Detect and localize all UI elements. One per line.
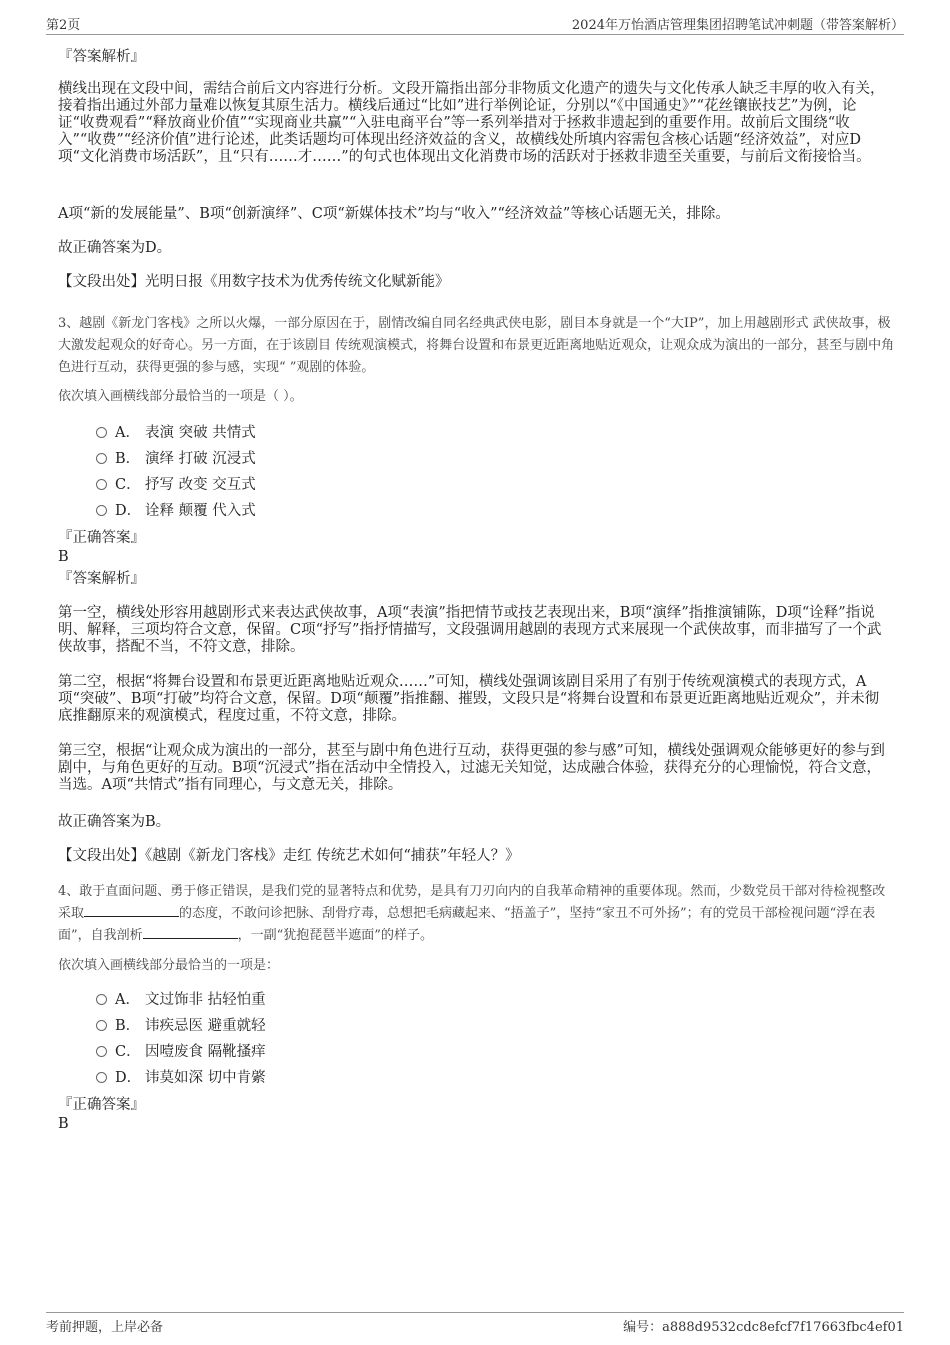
radio-icon[interactable] — [96, 994, 107, 1005]
question-stem: 3、越剧《新龙门客栈》之所以火爆，一部分原因在于，剧情改编自同名经典武侠电影，剧目本身就是一个“大IP”，加上用越剧形式 武侠故事，极大激发起观众的好奇心。另一方面，在于该剧目 传统观演模式，将舞台设置和布景更近距离地贴近观众，让观众成为演出的一部分，甚至与剧中角色进行互动，获得更强的参与感，实现“ ”观剧的体验。 — [58, 316, 895, 375]
question-prompt: 依次填入画横线部分最恰当的一项是： — [58, 958, 280, 973]
analysis-paragraph: 第二空，根据“将舞台设置和布景更近距离地贴近观众……”可知，横线处强调该剧目采用了有别于传统观演模式的表现方式，A项“突破”、B项“打破”均符合文意，保留。D项“颠覆”指推翻、摧毁，文段只是“将舞台设置和布景更近距离地贴近观众”，并未彻底推翻原来的观演模式，程度过重，不符文意，排除。 — [58, 674, 880, 724]
source-citation: 【文段出处】光明日报《用数字技术为优秀传统文化赋新能》 — [58, 274, 450, 290]
question-stem: 4、敢于直面问题、勇于修正错误，是我们党的显著特点和优势，是具有刀刃向内的自我革命精神的重要体现。然而，少数党员干部对待检视整改采取 的态度，不敢问诊把脉、刮骨疗毒，总想把毛病藏起来、“捂盖子”，坚持“家丑不可外扬”；有的党员干部检视问题“浮在表面”，自我剖析 ，一副“犹抱琵琶半遮面”的样子。 — [58, 884, 886, 943]
option-d[interactable]: D． 讳莫如深 切中肯綮 — [96, 1068, 266, 1088]
analysis-label: 『答案解析』 — [58, 571, 145, 587]
correct-answer-label: 『正确答案』 — [58, 1097, 145, 1113]
correct-answer-label: 『正确答案』 — [58, 530, 145, 546]
blank-2 — [143, 926, 238, 939]
page-header — [46, 14, 904, 35]
analysis-label: 『答案解析』 — [58, 49, 145, 65]
option-c[interactable]: C． 因噎废食 隔靴搔痒 — [96, 1042, 266, 1062]
option-d[interactable]: D． 诠释 颠覆 代入式 — [96, 501, 256, 521]
answer-conclusion: 故正确答案为D。 — [58, 240, 172, 256]
answer-conclusion: 故正确答案为B。 — [58, 814, 171, 830]
analysis-paragraph: 第一空，横线处形容用越剧形式来表达武侠故事，A项“表演”指把情节或技艺表现出来，B项“演绎”指推演铺陈，D项“诠释”指说明、解释，三项均符合文意，保留。C项“抒写”指抒情描写，文段强调用越剧的表现方式来展现一个武侠故事，而非描写了一个武侠故事，搭配不当，不符文意，排除。 — [58, 605, 882, 655]
correct-answer: B — [58, 1116, 69, 1132]
analysis-paragraph: 第三空，根据“让观众成为演出的一部分，甚至与剧中角色进行互动，获得更强的参与感”可知，横线处强调观众能够更好的参与到剧中，与角色更好的互动。B项“沉浸式”指在活动中全情投入，过滤无关知觉，达成融合体验，获得充分的心理愉悦，符合文意，当选。A项“共情式”指有同理心，与文意无关，排除。 — [58, 743, 885, 793]
radio-icon[interactable] — [96, 1072, 107, 1083]
page-number: 第2页 — [46, 18, 81, 33]
radio-icon[interactable] — [96, 1020, 107, 1031]
question-prompt: 依次填入画横线部分最恰当的一项是（ ）。 — [58, 389, 303, 404]
option-b[interactable]: B． 讳疾忌医 避重就轻 — [96, 1016, 266, 1036]
option-a[interactable]: A． 文过饰非 拈轻怕重 — [96, 990, 266, 1010]
footer-slogan: 考前押题，上岸必备 — [46, 1320, 164, 1335]
analysis-paragraph: 横线出现在文段中间，需结合前后文内容进行分析。文段开篇指出部分非物质文化遗产的遗失与文化传承人缺乏丰厚的收入有关，接着指出通过外部力量难以恢复其原生活力。横线后通过“比如”进行举例论证，分别以“《中国通史》”“花丝镶嵌技艺”为例，论证“收费观看”“释放商业价值”“实现商业共赢”“入驻电商平台”等一系列举措对于拯救非遗起到的重要作用。故前后文围绕“收入”“收费”“经济价值”进行论述，此类话题均可体现出经济效益的含义，故横线处所填内容需包含核心话题“经济效益”，对应D项“文化消费市场活跃”，且“只有……才……”的句式也体现出文化消费市场的活跃对于拯救非遗至关重要，与前后文衔接恰当。 — [58, 81, 885, 165]
correct-answer: B — [58, 549, 69, 565]
radio-icon[interactable] — [96, 1046, 107, 1057]
document-title: 2024年万怡酒店管理集团招聘笔试冲刺题（带答案解析） — [571, 18, 904, 33]
page-footer — [46, 1312, 904, 1333]
option-b[interactable]: B． 演绎 打破 沉浸式 — [96, 449, 256, 469]
radio-icon[interactable] — [96, 505, 107, 516]
option-c[interactable]: C． 抒写 改变 交互式 — [96, 475, 256, 495]
blank-1 — [84, 904, 179, 917]
analysis-paragraph: A项“新的发展能量”、B项“创新演绎”、C项“新媒体技术”均与“收入”“经济效益”等核心话题无关，排除。 — [58, 206, 730, 222]
document-code: 编号：a888d9532cdc8efcf7f17663fbc4ef01 — [623, 1320, 904, 1335]
radio-icon[interactable] — [96, 453, 107, 464]
option-a[interactable]: A． 表演 突破 共情式 — [96, 423, 256, 443]
radio-icon[interactable] — [96, 427, 107, 438]
radio-icon[interactable] — [96, 479, 107, 490]
source-citation: 【文段出处】《越剧《新龙门客栈》走红 传统艺术如何“捕获”年轻人？》 — [58, 848, 520, 864]
